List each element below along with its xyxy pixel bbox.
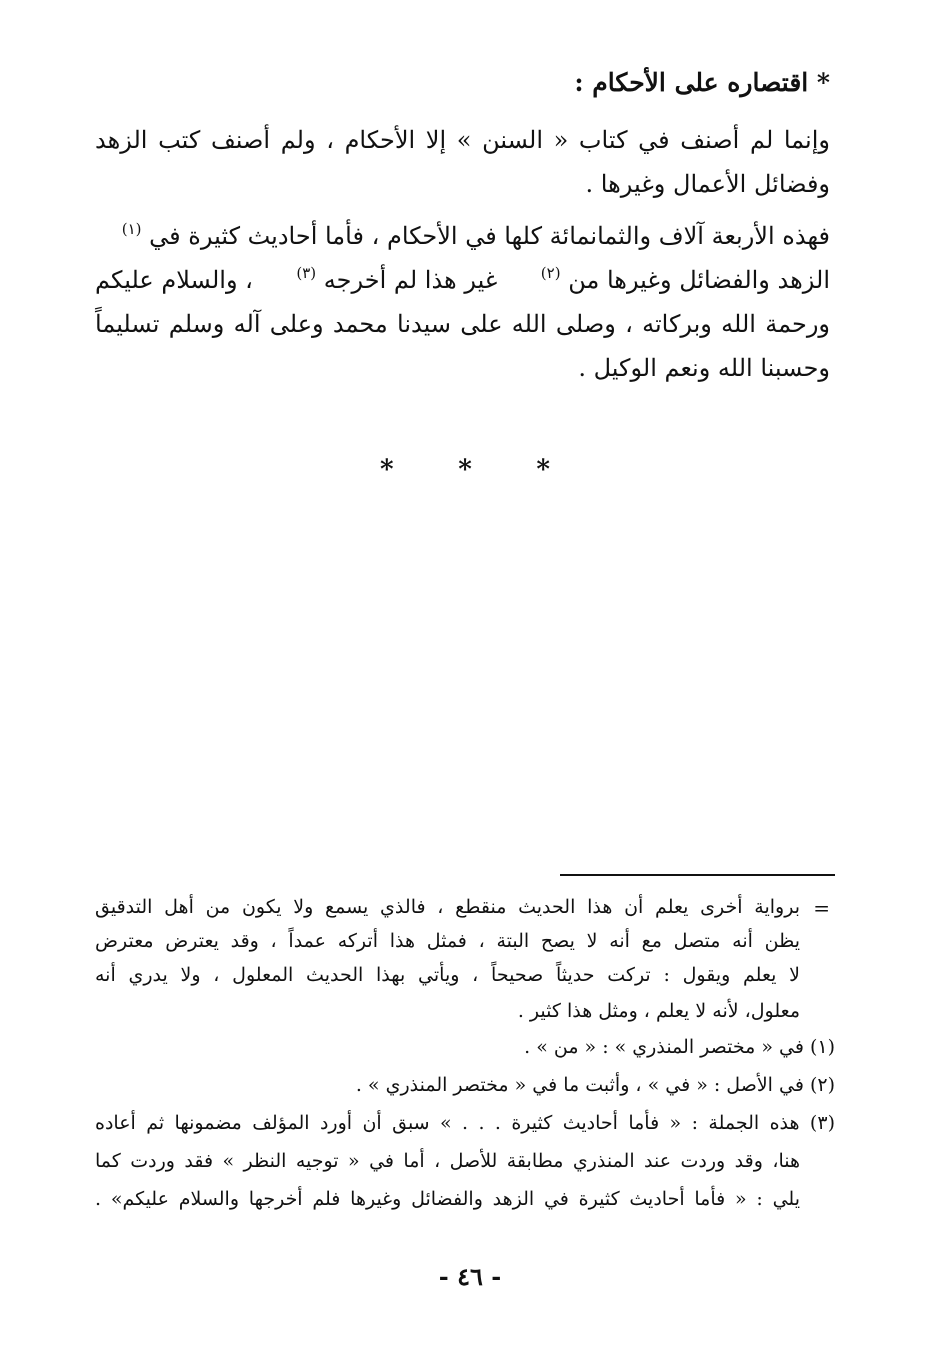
body-line-4-wrap [95,266,830,294]
body-line-4c: ، والسلام عليكم [95,266,253,294]
divider-star: * [536,455,550,485]
body-line-6: وحسبنا الله ونعم الوكيل . [578,354,830,382]
section-heading: * اقتصاره على الأحكام : [574,68,830,97]
body-line-4-group-a [541,266,830,294]
body-line-4b: غير هذا لم أخرجه [323,266,498,294]
section-divider-stars [380,455,550,485]
body-line-3: فهذه الأربعة آلاف والثمانمائة كلها في الأحكام ، فأما أحاديث كثيرة في [149,222,830,250]
divider-star: * [458,455,472,485]
footnote-line-2: يظن أنه متصل مع أنه لا يصح البتة ، فمثل هذا أتركه عمداً ، وقد يعترض معترض [95,930,800,952]
body-line-3-wrap [95,222,830,250]
footnote-ref-2: (٢) [540,264,561,282]
footnote-continuation-mark: = [813,896,830,920]
footnote-2: (٢) في الأصل : « في » ، وأثبت ما في « مختصر المنذري » . [355,1074,835,1096]
page-number: - ٤٦ - [438,1262,502,1291]
body-line-5: ورحمة الله وبركاته ، وصلى الله على سيدنا محمد وعلى آله وسلم تسليماً [95,310,830,338]
body-line-2: وفضائل الأعمال وغيرها . [585,170,830,198]
body-line-4a: الزهد والفضائل وغيرها من [568,266,830,294]
footnote-separator [560,874,835,876]
divider-star: * [380,455,394,485]
footnote-line-3: لا يعلم ويقول : تركت حديثاً صحيحاً ، ويأتي بهذا الحديث المعلول ، ولا يدري أنه [95,964,800,986]
footnote-ref-1: (١) [121,220,142,238]
footnote-3-line-2: هنا، وقد وردت عند المنذري مطابقة للأصل ، أما في « توجيه النظر » فقد وردت كما [95,1150,800,1172]
footnote-line-1: برواية أخرى يعلم أن هذا الحديث منقطع ، فالذي يسمع ولا يكون من أهل التدقيق [95,896,800,918]
footnote-1: (١) في « مختصر المنذري » : « من » . [524,1036,835,1058]
footnote-ref-3: (٣) [296,264,317,282]
footnote-3-line-1: (٣) هذه الجملة : « فأما أحاديث كثيرة . . . » سبق أن أورد المؤلف مضمونها ثم أعاده [95,1112,835,1134]
footnote-line-4: معلول، لأنه لا يعلم ، ومثل هذا كثير . [517,1000,800,1022]
body-line-4-group-b [296,266,497,294]
body-line-1: وإنما لم أصنف في كتاب « السنن » إلا الأحكام ، ولم أصنف كتب الزهد [95,126,830,154]
footnote-3-line-3: يلي : « فأما أحاديث كثيرة في الزهد والفضائل وغيرها فلم أخرجها والسلام عليكم» . [95,1188,800,1210]
